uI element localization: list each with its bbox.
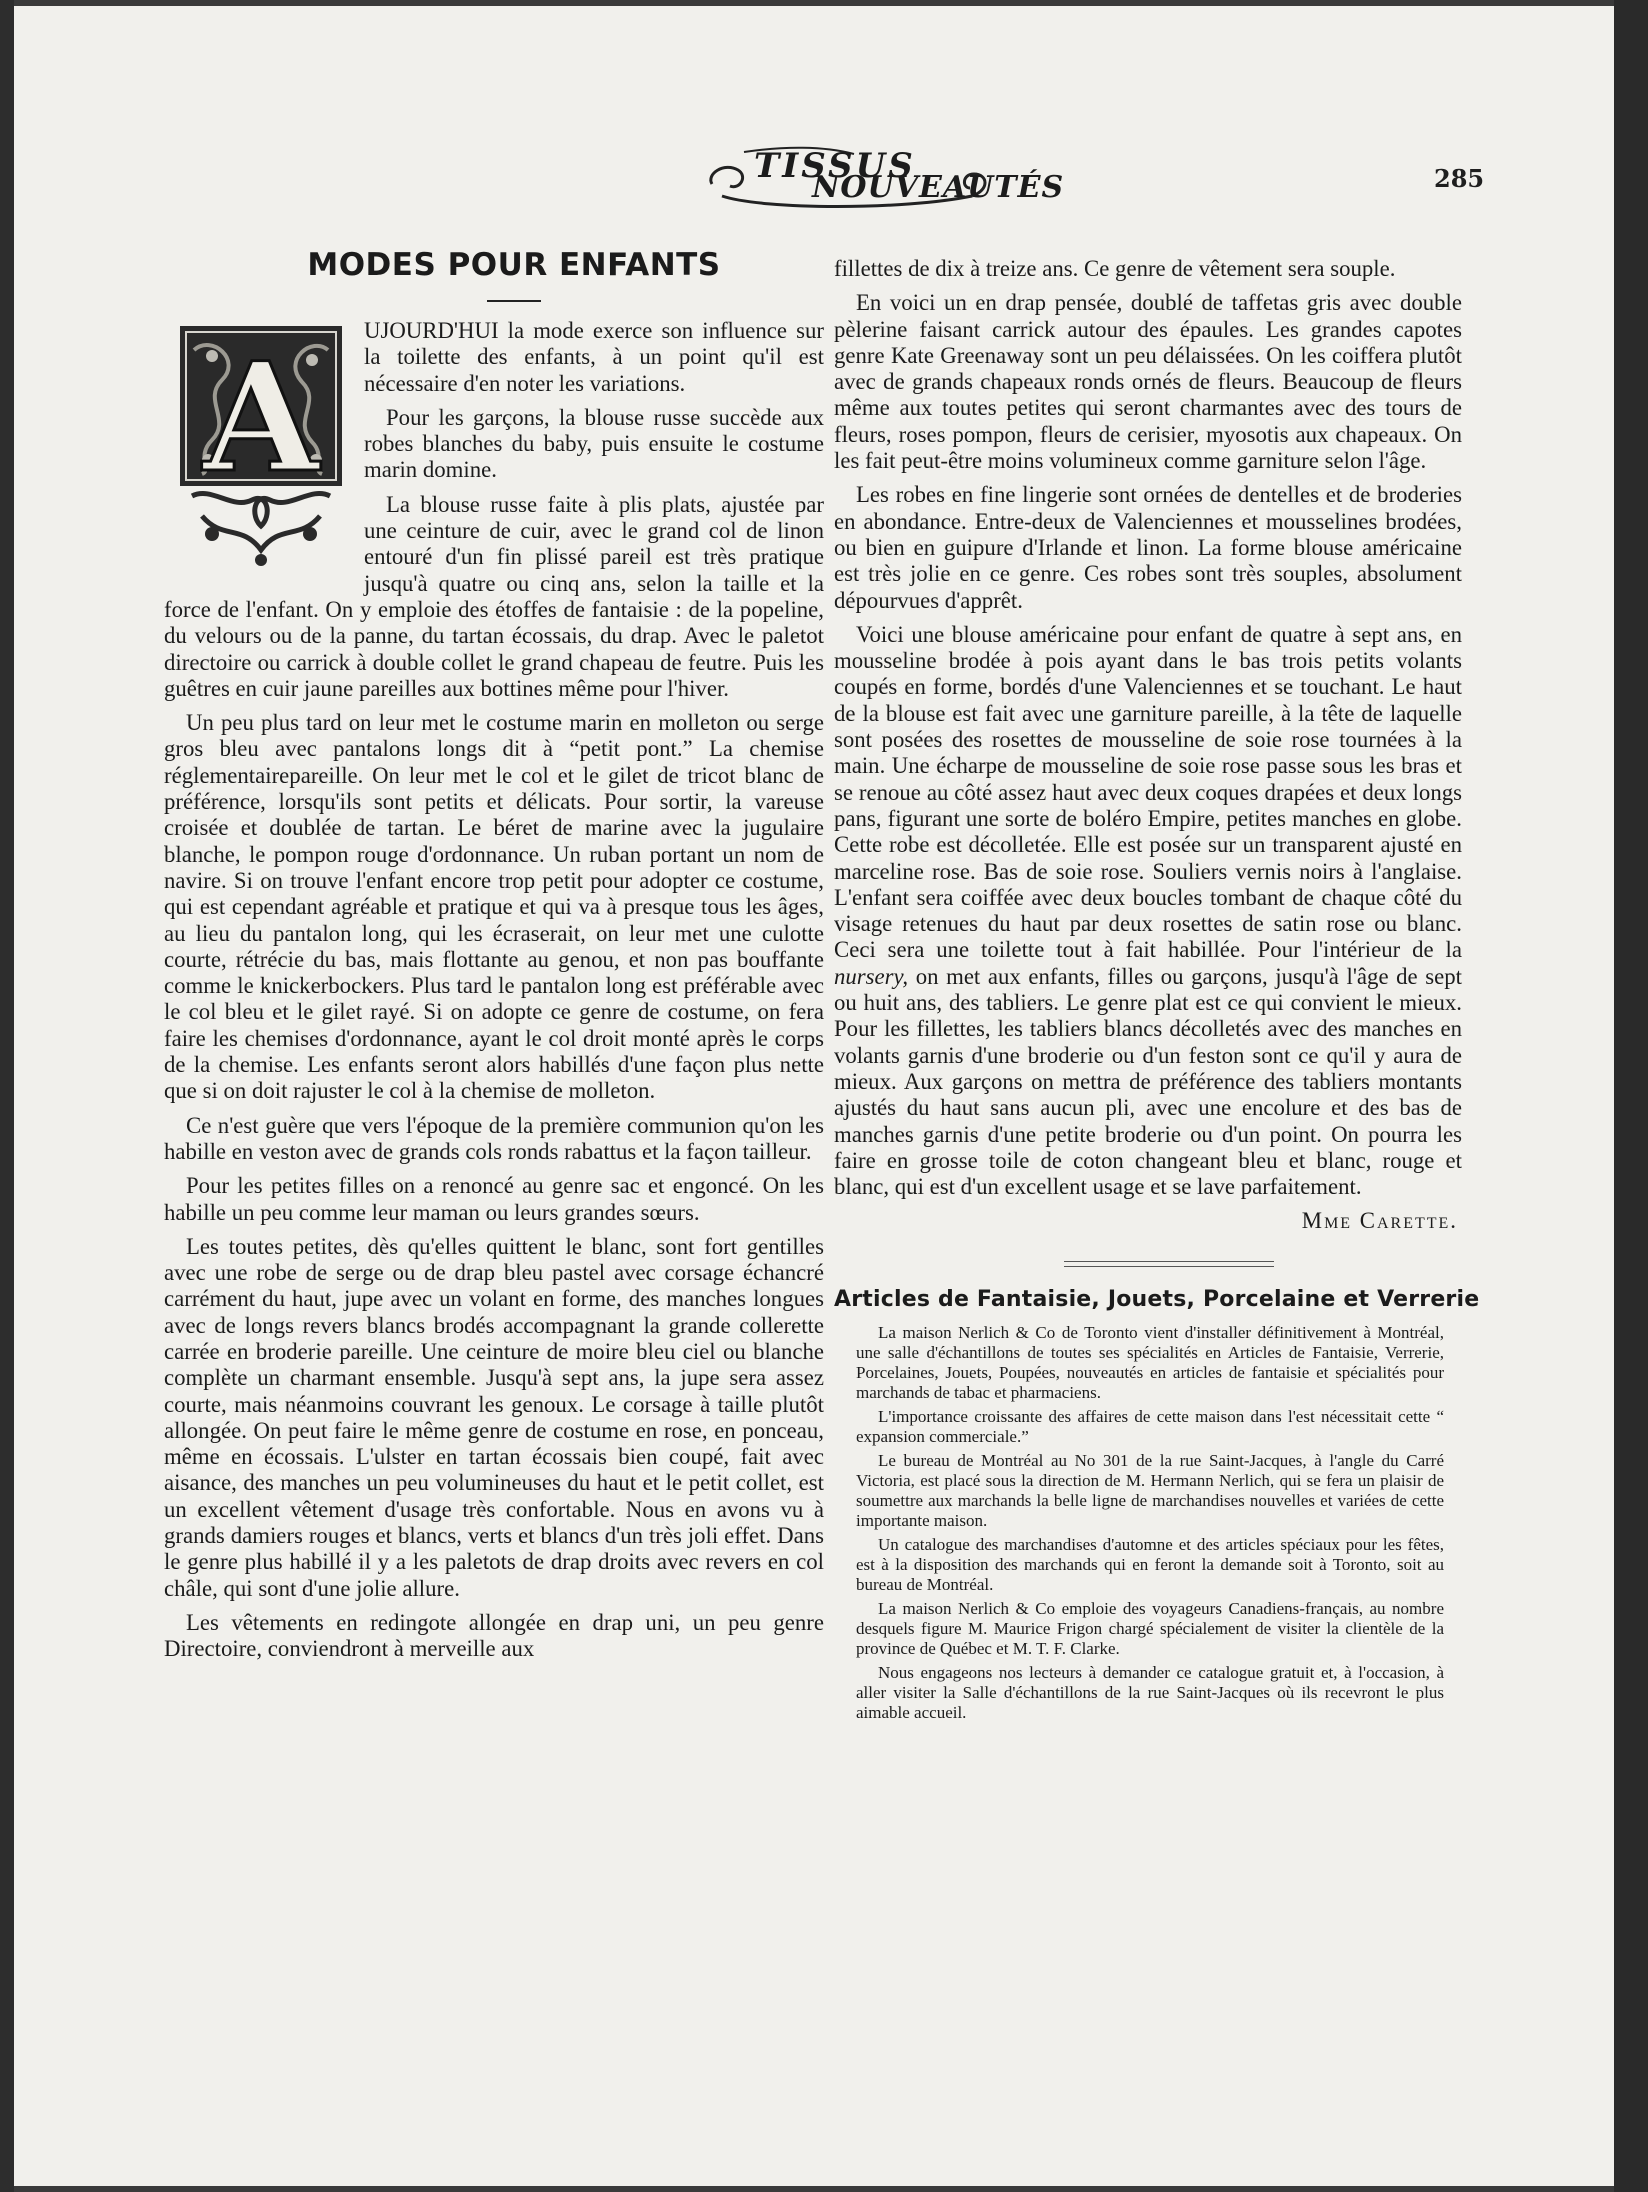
paragraph: Les vêtements en redingote allongée en drap uni, un peu genre Directoire, conviendront à merveille aux [164, 1609, 824, 1662]
notice-title: Articles de Fantaisie, Jouets, Porcelaine et Verrerie [834, 1286, 1480, 1312]
scan-edge-right [1614, 0, 1648, 2192]
left-column [164, 246, 824, 1671]
scan-edge-left [0, 0, 14, 2192]
title-divider [487, 300, 541, 302]
page-number: 285 [1434, 164, 1485, 193]
ornate-drop-cap-icon [172, 320, 350, 570]
article-title: MODES POUR ENFANTS [307, 247, 721, 283]
notice-paragraph: La maison Nerlich & Co de Toronto vient d'installer définitivement à Montréal, une salle d'échantillons de toutes ses spécialités en Articles de Fantaisie, Verrerie, Porcelaines, Jouets, Poupées, nouveautés en articles de fantaisie et spécialités pour marchands de tabac et pharmaciens. [856, 1322, 1444, 1402]
magazine-page [14, 6, 1614, 2186]
notice-body [834, 1323, 1462, 1723]
paragraph: Pour les petites filles on a renoncé au genre sac et engoncé. On les habille un peu comme leur maman ou leurs grandes sœurs. [164, 1173, 824, 1225]
author-signature: Mme Carette. [1301, 1208, 1458, 1234]
paragraph: Un peu plus tard on leur met le costume marin en molleton ou serge gros bleu avec pantalons longs dit à “petit pont.” La chemise réglementairepareille. On leur met le col et le gilet de tricot blanc de préférence, lorsqu'ils sont petits et délicats. Pour sortir, la vareuse croisée et doublée de tartan. Le béret de marine avec la jugulaire blanche, le pompon rouge d'ordonnance. Un ruban portant un nom de navire. Si on trouve l'enfant encore trop petit pour adopter ce costume, qui est cependant agréable et pratique et qui va à presque tous les âges, au lieu du pantalon long, qui les écraserait, on leur met une culotte courte, rétrécie du bas, mais flottante au genou, et non pas bouffante comme le knickerbockers. Plus tard le pantalon long est préférable avec le col bleu et le gilet rayé. Si on adopte ce genre de costume, on fera faire les chemises d'ordonnance, ayant le col droit monté après le corps de la chemise. Les enfants seront alors habillés d'une façon plus nette que si on doit rajuster le col à la chemise de molleton. [164, 710, 824, 1104]
notice-paragraph: Nous engageons nos lecteurs à demander ce catalogue gratuit et, à l'occasion, à aller visiter la Salle d'échantillons de la rue Saint-Jacques où ils recevront le plus aimable accueil. [856, 1662, 1444, 1722]
notice-paragraph: Le bureau de Montréal au No 301 de la rue Saint-Jacques, à l'angle du Carré Victoria, est placé sous la direction de M. Hermann Nerlich, qui se fera un plaisir de soumettre aux marchands la belle ligne de marchandises nouvelles et variées de cette importante maison. [856, 1450, 1444, 1530]
right-column [834, 256, 1480, 1727]
masthead-line-1: TISSUS [754, 146, 916, 186]
section-separator [1064, 1261, 1274, 1267]
paragraph: fillettes de dix à treize ans. Ce genre de vêtement sera souple. [834, 256, 1396, 281]
masthead-line-2: NOUVEAUTÉS [812, 170, 1065, 205]
masthead-logo [704, 144, 1065, 212]
paragraph-text: Voici une blouse américaine pour enfant de quatre à sept ans, en mousseline brodée à pois ayant dans le bas trois petits volants coupés en forme, bordés d'une Valenciennes et se touchant. Le haut de la blouse est fait avec une garniture pareille, à la tête de laquelle sont posées des rosettes de mousseline de soie rose tournées à la main. Une écharpe de mousseline de soie rose passe sous les bras et se renoue au côté assez haut avec deux coques drapées et deux longs pans, figurant une sorte de boléro Empire, petites manches en globe. Cette robe est décolletée. Elle est posée sur un transparent ajusté en marceline rose. Bas de soie rose. Souliers vernis noirs à l'anglaise. L'enfant sera coiffée avec deux boucles tombant de chaque côté du visage retenues du haut par deux rosettes de satin rose ou blanc. Ceci sera une toilette tout à fait habillée. Pour l'intérieur de la [834, 621, 1462, 963]
paragraph: En voici un en drap pensée, doublé de taffetas gris avec double pèlerine faisant carrick autour des épaules. Les grandes capotes genre Kate Greenaway sont un peu délaissées. On les coiffera plutôt avec de grands chapeaux ronds ornés de fleurs. Beaucoup de fleurs même aux toutes petites qui seront charmantes avec des tours de fleurs, roses pompon, fleurs de cerisier, myosotis aux chapeaux. On les fait peut-être moins volumineux comme garniture selon l'âge. [834, 290, 1462, 474]
notice-paragraph: Un catalogue des marchandises d'automne et des articles spéciaux pour les fêtes, est à la disposition des marchands qui en feront la demande soit à Toronto, soit au bureau de Montréal. [856, 1534, 1444, 1594]
italic-term: nursery, [834, 963, 909, 989]
paragraph: Les robes en fine lingerie sont ornées de dentelles et de broderies en abondance. Entre-deux de Valenciennes et mousselines brodées, ou bien en guipure d'Irlande et linon. La forme blouse américaine est très jolie en ce genre. Ces robes sont très souples, absolument dépourvues d'apprêt. [834, 482, 1462, 613]
paragraph: Ce n'est guère que vers l'époque de la première communion qu'on les habille en veston avec de grands cols ronds rabattus et la façon tailleur. [164, 1112, 824, 1164]
notice-paragraph: L'importance croissante des affaires de cette maison dans l'est nécessitait cette “ expansion commerciale.” [856, 1406, 1444, 1446]
notice-paragraph: La maison Nerlich & Co emploie des voyageurs Canadiens-français, au nombre desquels figure M. Maurice Frigon chargé spécialement de visiter la clientèle de la province de Québec et M. T. F. Clarke. [856, 1598, 1444, 1658]
intro-small-caps: UJOURD'HUI [364, 318, 499, 343]
drop-cap [172, 320, 350, 570]
drop-cap-letter: A [202, 330, 320, 506]
paragraph: La blouse russe faite à plis plats, ajustée par une ceinture de cuir, avec le grand col de linon entouré d'un fin plissé pareil est très pratique jusqu'à quatre ou cinq ans, selon la taille et la force de l'enfant. On y emploie des étoffes de fantaisie : de la popeline, du velours ou de la panne, du tartan écossais, du drap. Avec le paletot directoire ou carrick à double collet le grand chapeau de feutre. Puis les guêtres en cuir jaune pareilles aux bottines même pour l'hiver. [164, 491, 824, 701]
paragraph-last [834, 622, 1462, 1201]
paragraph: Pour les garçons, la blouse russe succède aux robes blanches du baby, puis ensuite le costume marin domine. [364, 404, 824, 483]
paragraph: Les toutes petites, dès qu'elles quittent le blanc, sont fort gentilles avec une robe de serge ou de drap bleu pastel avec corsage échancré carrément du haut, jupe avec un volant en forme, des manches longues avec de longs revers blancs brodés accompagnant la grande collerette carrée en broderie pareille. Une ceinture de moire bleu ciel ou blanche complète un charmant ensemble. Jusqu'à sept ans, la jupe sera assez courte, mais néanmoins couvrant les genoux. Le corsage à taille plutôt allongée. On peut faire le même genre de costume en rose, en ponceau, même en écossais. L'ulster en tartan écossais bien coupé, fait avec aisance, des manches un peu volumineuses du haut et le petit collet, est un excellent vêtement d'usage très confortable. Nous en avons vu à grands damiers rouges et blancs, verts et blancs d'un très joli effet. Dans le genre plus habillé il y a les paletots de drap droits avec revers en col châle, qui sont d'une jolie allure. [164, 1233, 824, 1601]
paragraph-text: on met aux enfants, filles ou garçons, jusqu'à l'âge de sept ou huit ans, des tabliers. Le genre plat est ce qui convient le mieux. Pour les fillettes, les tabliers blancs décolletés avec des manches en volants garnis d'une broderie ou d'un feston sont ce qu'il y aura de mieux. Aux garçons on mettra de préférence des tabliers montants ajustés du haut sans aucun pli, avec une encolure et des bas de manches garnis d'une petite broderie ou d'un point. On pourra les faire en grosse toile de coton changeant bleu et blanc, rouge et blanc, qui est d'un excellent usage et se lave parfaitement. [834, 963, 1462, 1200]
intro-text: la mode exerce son influence sur la toilette des enfants, à un point qu'il est nécessaire d'en noter les variations. [364, 318, 824, 396]
